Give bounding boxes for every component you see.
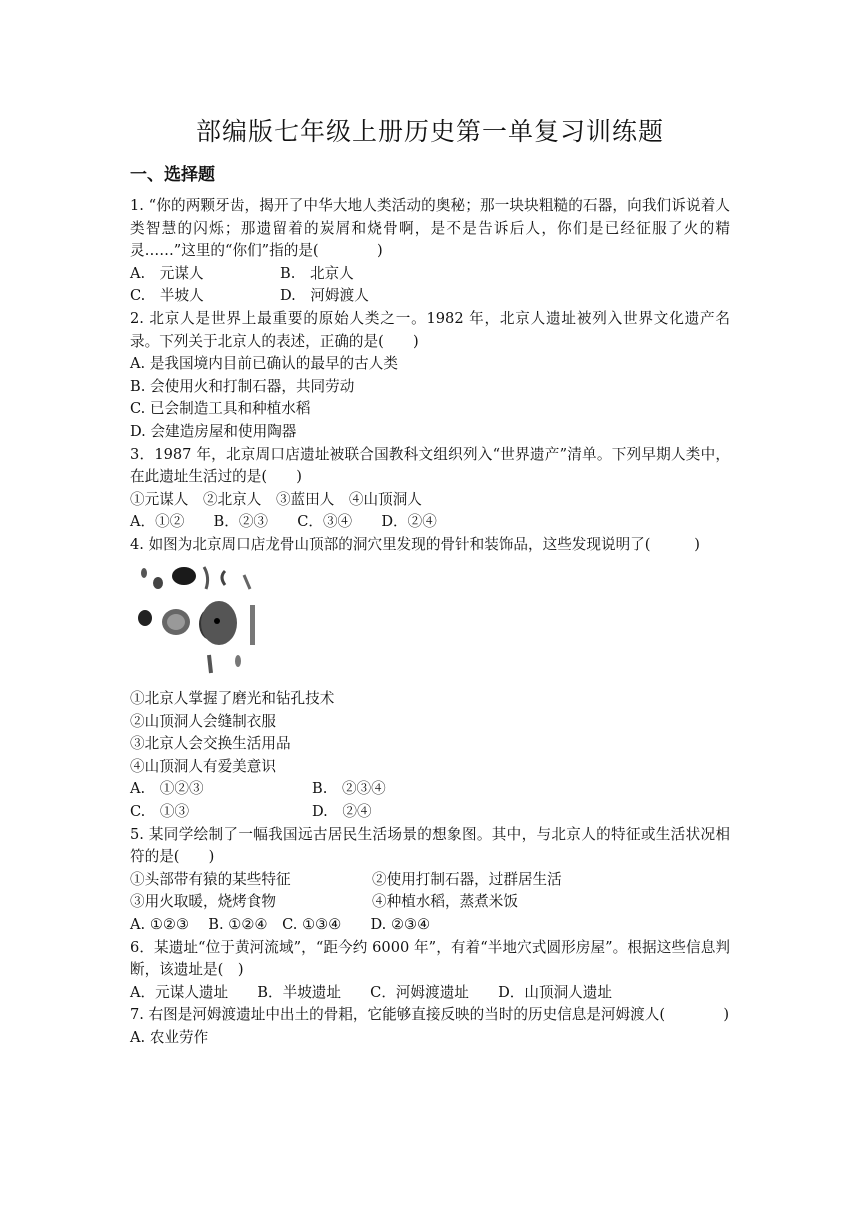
question-4-option-b: B. ②③④ — [312, 780, 386, 798]
question-1-option-b: B. 北京人 — [280, 264, 354, 282]
question-5-stem: 5. 某同学绘制了一幅我国远古居民生活场景的想象图。其中，与北京人的特征或生活状况相符的是( ) — [130, 825, 730, 866]
question-6-options: A．元谋人遗址 B．半坡遗址 C．河姆渡遗址 D．山顶洞人遗址 — [130, 983, 612, 1001]
question-2-stem: 2. 北京人是世界上最重要的原始人类之一。1982 年，北京人遗址被列入世界文化遗产名录。下列关于北京人的表述，正确的是( ) — [130, 309, 730, 350]
question-4-options-row-2 — [130, 801, 730, 824]
question-4-options-row-1 — [130, 778, 730, 801]
question-5-statements-row-2 — [130, 891, 730, 914]
question-list — [130, 195, 730, 1050]
question-1-option-a: A. 元谋人 — [130, 264, 204, 282]
question-4-option-c: C. ①③ — [130, 803, 190, 821]
question-4-option-d: D. ②④ — [312, 803, 372, 821]
question-4-statement-4: ④山顶洞人有爱美意识 — [130, 757, 276, 775]
question-5-options: A. ①②③ B. ①②④ C. ①③④ D. ②③④ — [130, 916, 431, 934]
question-3-options: A．①② B．②③ C．③④ D．②④ — [130, 513, 437, 531]
question-4-statement-1: ①北京人掌握了磨光和钻孔技术 — [130, 690, 335, 708]
question-5-statements-row-1 — [130, 869, 730, 892]
question-3-items: ①元谋人 ②北京人 ③蓝田人 ④山顶洞人 — [130, 490, 422, 508]
question-4-option-a: A. ①②③ — [130, 780, 204, 798]
question-5-statement-4: ④种植水稻，蒸煮米饭 — [372, 893, 518, 911]
question-1-options-row-2 — [130, 285, 730, 308]
question-1-stem: 1. “你的两颗牙齿，揭开了中华大地人类活动的奥秘；那一块块粗糙的石器，向我们诉说着人类智慧的闪烁；那遗留着的炭屑和烧骨啊，是不是告诉后人，你们是已经征服了火的精灵……”这里的“你们”指的是( ) — [130, 197, 730, 260]
question-4-statement-3: ③北京人会交换生活用品 — [130, 735, 291, 753]
question-3-stem: 3．1987 年，北京周口店遗址被联合国教科文组织列入“世界遗产”清单。下列早期人类中，在此遗址生活过的是( ) — [130, 445, 730, 486]
question-7-option-a: A. 农业劳作 — [130, 1029, 209, 1046]
question-5-statement-2: ②使用打制石器，过群居生活 — [372, 870, 562, 888]
question-5-statement-3: ③用火取暖，烧烤食物 — [130, 893, 276, 911]
section-heading: 一、选择题 — [130, 165, 215, 185]
bone-needle-ornaments-image — [132, 563, 262, 675]
question-2-option-d: D. 会建造房屋和使用陶器 — [130, 422, 297, 440]
question-2-option-a: A. 是我国境内目前已确认的最早的古人类 — [130, 355, 398, 373]
question-4-statement-2: ②山顶洞人会缝制衣服 — [130, 712, 276, 730]
question-1-option-c: C. 半坡人 — [130, 287, 204, 305]
question-2-option-c: C. 已会制造工具和种植水稻 — [130, 400, 311, 418]
question-1-options-row-1 — [130, 263, 730, 286]
question-4-stem: 4. 如图为北京周口店龙骨山顶部的洞穴里发现的骨针和装饰品，这些发现说明了( ) — [130, 535, 700, 553]
question-6-stem: 6．某遗址“位于黄河流域”，“距今约 6000 年”，有着“半地穴式圆形房屋”。根据这些信息判断，该遗址是( ) — [130, 938, 730, 979]
question-1-option-d: D. 河姆渡人 — [280, 287, 369, 305]
question-7-stem: 7. 右图是河姆渡遗址中出土的骨耜，它能够直接反映的当时的历史信息是河姆渡人( ) — [130, 1006, 730, 1024]
question-2-option-b: B. 会使用火和打制石器，共同劳动 — [130, 377, 355, 395]
question-5-statement-1: ①头部带有猿的某些特征 — [130, 870, 291, 888]
page-title: 部编版七年级上册历史第一单复习训练题 — [195, 117, 664, 146]
